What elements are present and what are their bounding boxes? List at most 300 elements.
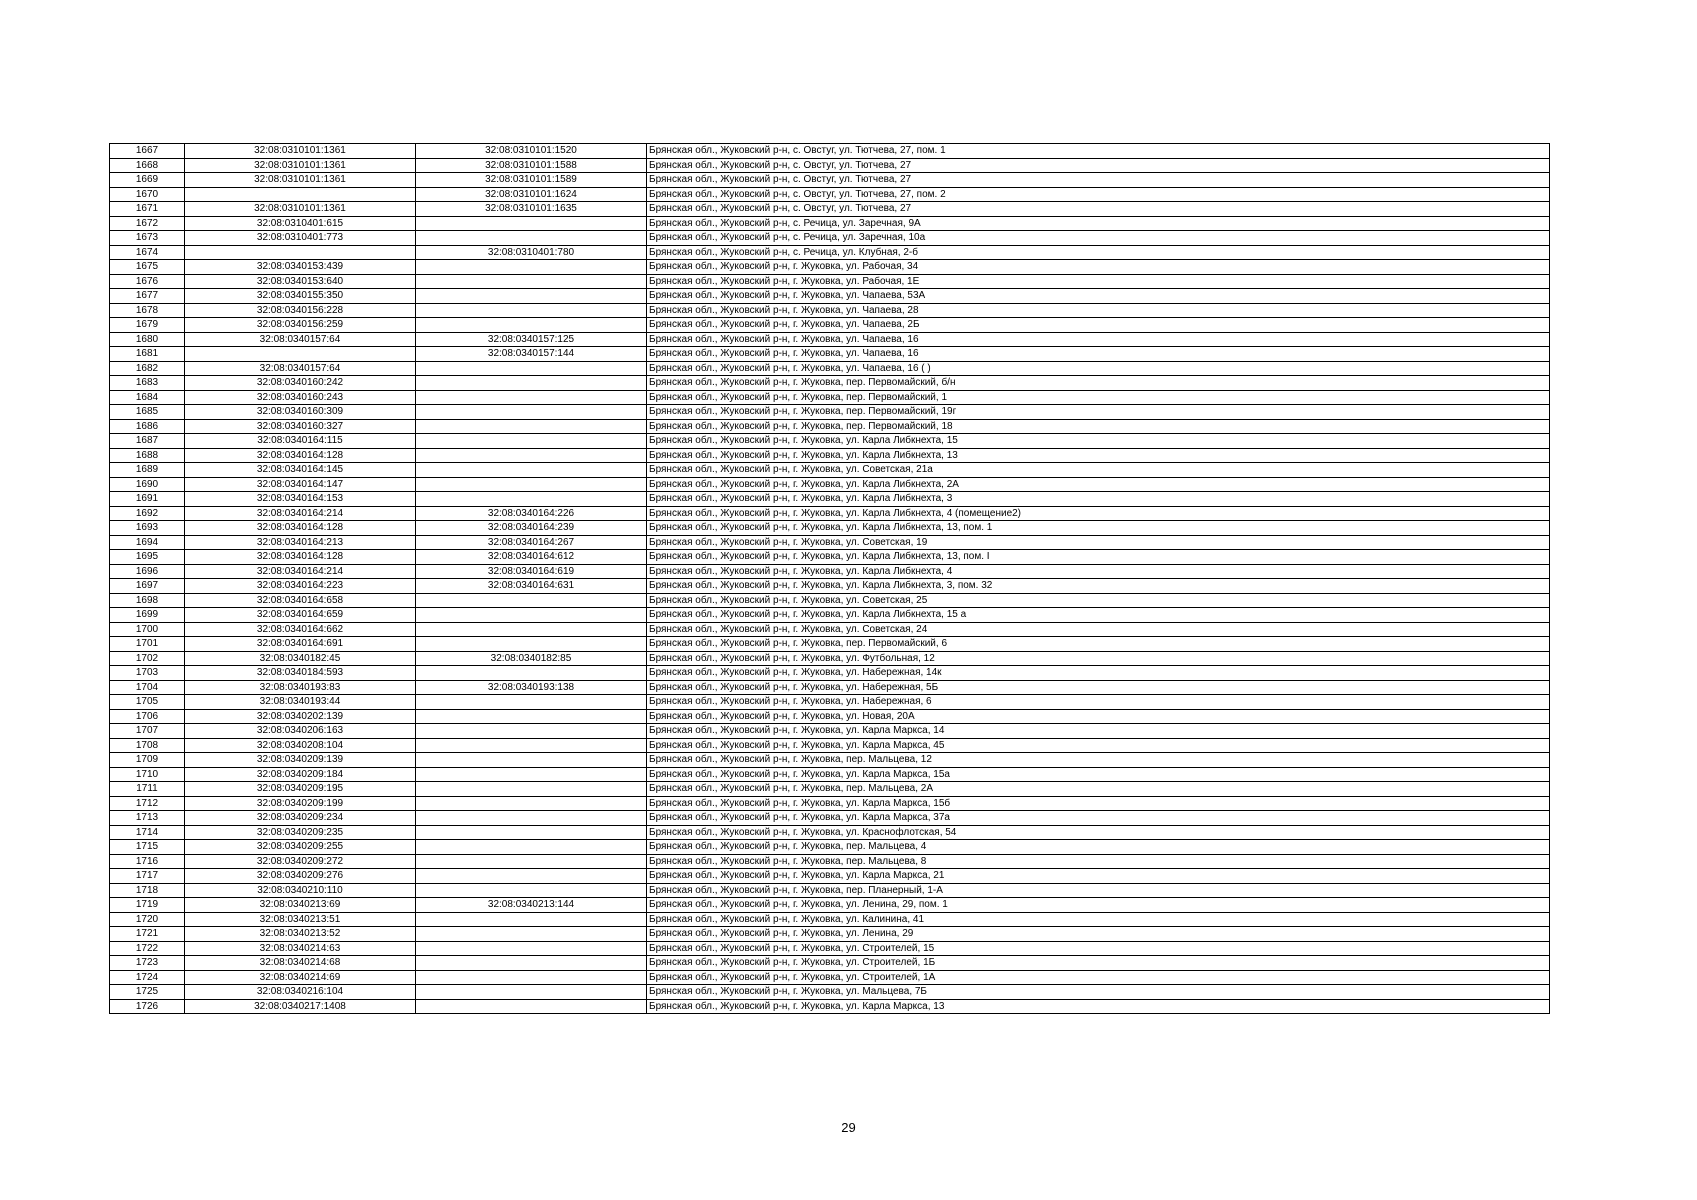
address-cell: Брянская обл., Жуковский р-н, г. Жуковка, ул. Набережная, 14к	[647, 666, 1550, 681]
address-cell: Брянская обл., Жуковский р-н, г. Жуковка, ул. Карла Маркса, 21	[647, 869, 1550, 884]
object-cadastral-number-cell: 32:08:0310101:1589	[416, 173, 647, 188]
table-row	[110, 260, 1550, 275]
object-cadastral-number-cell	[416, 767, 647, 782]
address-cell: Брянская обл., Жуковский р-н, г. Жуковка, ул. Чапаева, 28	[647, 303, 1550, 318]
address-cell: Брянская обл., Жуковский р-н, г. Жуковка, пер. Первомайский, б/н	[647, 376, 1550, 391]
object-cadastral-number-cell	[416, 869, 647, 884]
object-cadastral-number-cell	[416, 216, 647, 231]
address-cell: Брянская обл., Жуковский р-н, г. Жуковка, пер. Мальцева, 2А	[647, 782, 1550, 797]
table-row	[110, 651, 1550, 666]
table-row	[110, 985, 1550, 1000]
cadastral-number-cell: 32:08:0310101:1361	[185, 173, 416, 188]
address-cell: Брянская обл., Жуковский р-н, г. Жуковка, ул. Ленина, 29	[647, 927, 1550, 942]
row-number-cell: 1673	[110, 231, 185, 246]
cadastral-number-cell: 32:08:0340193:44	[185, 695, 416, 710]
object-cadastral-number-cell	[416, 463, 647, 478]
object-cadastral-number-cell: 32:08:0340182:85	[416, 651, 647, 666]
cadastral-number-cell: 32:08:0310401:773	[185, 231, 416, 246]
row-number-cell: 1712	[110, 796, 185, 811]
table-row	[110, 564, 1550, 579]
table-row	[110, 274, 1550, 289]
cadastral-number-cell: 32:08:0340214:63	[185, 941, 416, 956]
object-cadastral-number-cell	[416, 796, 647, 811]
object-cadastral-number-cell	[416, 622, 647, 637]
object-cadastral-number-cell: 32:08:0310401:780	[416, 245, 647, 260]
cadastral-number-cell: 32:08:0340209:235	[185, 825, 416, 840]
row-number-cell: 1719	[110, 898, 185, 913]
address-cell: Брянская обл., Жуковский р-н, г. Жуковка, ул. Рабочая, 1Е	[647, 274, 1550, 289]
row-number-cell: 1691	[110, 492, 185, 507]
table-row	[110, 361, 1550, 376]
table-row	[110, 796, 1550, 811]
table-row	[110, 187, 1550, 202]
object-cadastral-number-cell	[416, 434, 647, 449]
cadastral-number-cell: 32:08:0340209:184	[185, 767, 416, 782]
object-cadastral-number-cell: 32:08:0310101:1635	[416, 202, 647, 217]
table-row	[110, 448, 1550, 463]
address-cell: Брянская обл., Жуковский р-н, г. Жуковка, ул. Строителей, 1А	[647, 970, 1550, 985]
cadastral-number-cell: 32:08:0340164:128	[185, 521, 416, 536]
table-row	[110, 303, 1550, 318]
cadastral-number-cell: 32:08:0340214:69	[185, 970, 416, 985]
address-cell: Брянская обл., Жуковский р-н, г. Жуковка, ул. Калинина, 41	[647, 912, 1550, 927]
cadastral-number-cell: 32:08:0310101:1361	[185, 158, 416, 173]
row-number-cell: 1683	[110, 376, 185, 391]
address-cell: Брянская обл., Жуковский р-н, г. Жуковка, ул. Карла Маркса, 37а	[647, 811, 1550, 826]
cadastral-number-cell: 32:08:0340210:110	[185, 883, 416, 898]
object-cadastral-number-cell	[416, 637, 647, 652]
row-number-cell: 1696	[110, 564, 185, 579]
row-number-cell: 1672	[110, 216, 185, 231]
cadastral-number-cell: 32:08:0340193:83	[185, 680, 416, 695]
object-cadastral-number-cell	[416, 303, 647, 318]
cadastral-number-cell: 32:08:0340209:234	[185, 811, 416, 826]
row-number-cell: 1677	[110, 289, 185, 304]
row-number-cell: 1695	[110, 550, 185, 565]
row-number-cell: 1692	[110, 506, 185, 521]
cadastral-number-cell: 32:08:0340156:259	[185, 318, 416, 333]
row-number-cell: 1726	[110, 999, 185, 1014]
object-cadastral-number-cell	[416, 289, 647, 304]
object-cadastral-number-cell	[416, 738, 647, 753]
address-cell: Брянская обл., Жуковский р-н, с. Овстуг, ул. Тютчева, 27	[647, 173, 1550, 188]
row-number-cell: 1707	[110, 724, 185, 739]
cadastral-number-cell: 32:08:0310101:1361	[185, 202, 416, 217]
object-cadastral-number-cell	[416, 941, 647, 956]
table-row	[110, 593, 1550, 608]
address-cell: Брянская обл., Жуковский р-н, г. Жуковка, ул. Карла Либкнехта, 13, пом. 1	[647, 521, 1550, 536]
cadastral-number-cell: 32:08:0340157:64	[185, 332, 416, 347]
address-cell: Брянская обл., Жуковский р-н, г. Жуковка, ул. Советская, 25	[647, 593, 1550, 608]
object-cadastral-number-cell	[416, 593, 647, 608]
cadastral-number-cell: 32:08:0340153:640	[185, 274, 416, 289]
table-row	[110, 535, 1550, 550]
table-row	[110, 782, 1550, 797]
cadastral-number-cell: 32:08:0340164:214	[185, 564, 416, 579]
table-row	[110, 245, 1550, 260]
object-cadastral-number-cell	[416, 956, 647, 971]
cadastral-number-cell: 32:08:0340155:350	[185, 289, 416, 304]
address-cell: Брянская обл., Жуковский р-н, г. Жуковка, ул. Чапаева, 53А	[647, 289, 1550, 304]
address-cell: Брянская обл., Жуковский р-н, г. Жуковка, пер. Первомайский, 1	[647, 390, 1550, 405]
cadastral-number-cell: 32:08:0340164:147	[185, 477, 416, 492]
object-cadastral-number-cell	[416, 854, 647, 869]
table-row	[110, 332, 1550, 347]
address-cell: Брянская обл., Жуковский р-н, г. Жуковка, ул. Строителей, 1Б	[647, 956, 1550, 971]
object-cadastral-number-cell	[416, 231, 647, 246]
cadastral-number-cell: 32:08:0340164:153	[185, 492, 416, 507]
object-cadastral-number-cell	[416, 999, 647, 1014]
row-number-cell: 1721	[110, 927, 185, 942]
address-cell: Брянская обл., Жуковский р-н, г. Жуковка, ул. Карла Либкнехта, 13	[647, 448, 1550, 463]
cadastral-number-cell: 32:08:0310101:1361	[185, 144, 416, 159]
table-row	[110, 854, 1550, 869]
object-cadastral-number-cell: 32:08:0310101:1588	[416, 158, 647, 173]
object-cadastral-number-cell	[416, 492, 647, 507]
address-cell: Брянская обл., Жуковский р-н, г. Жуковка, пер. Первомайский, 6	[647, 637, 1550, 652]
table-row	[110, 289, 1550, 304]
cadastral-number-cell: 32:08:0340208:104	[185, 738, 416, 753]
address-cell: Брянская обл., Жуковский р-н, г. Жуковка, ул. Краснофлотская, 54	[647, 825, 1550, 840]
table-row	[110, 956, 1550, 971]
object-cadastral-number-cell: 32:08:0340164:239	[416, 521, 647, 536]
table-row	[110, 216, 1550, 231]
row-number-cell: 1687	[110, 434, 185, 449]
cadastral-number-cell: 32:08:0340202:139	[185, 709, 416, 724]
object-cadastral-number-cell	[416, 318, 647, 333]
object-cadastral-number-cell	[416, 753, 647, 768]
cadastral-number-cell: 32:08:0340209:195	[185, 782, 416, 797]
address-cell: Брянская обл., Жуковский р-н, г. Жуковка, ул. Мальцева, 7Б	[647, 985, 1550, 1000]
address-cell: Брянская обл., Жуковский р-н, г. Жуковка, ул. Карла Либкнехта, 2А	[647, 477, 1550, 492]
cadastral-number-cell: 32:08:0340164:691	[185, 637, 416, 652]
row-number-cell: 1717	[110, 869, 185, 884]
row-number-cell: 1720	[110, 912, 185, 927]
table-row	[110, 666, 1550, 681]
cadastral-number-cell: 32:08:0340213:51	[185, 912, 416, 927]
row-number-cell: 1694	[110, 535, 185, 550]
row-number-cell: 1700	[110, 622, 185, 637]
address-cell: Брянская обл., Жуковский р-н, с. Речица, ул. Заречная, 9А	[647, 216, 1550, 231]
address-cell: Брянская обл., Жуковский р-н, г. Жуковка, ул. Карла Либкнехта, 3, пом. 32	[647, 579, 1550, 594]
table-row	[110, 709, 1550, 724]
cadastral-number-cell: 32:08:0340164:662	[185, 622, 416, 637]
table-row	[110, 144, 1550, 159]
object-cadastral-number-cell: 32:08:0310101:1520	[416, 144, 647, 159]
object-cadastral-number-cell	[416, 477, 647, 492]
row-number-cell: 1678	[110, 303, 185, 318]
table-row	[110, 869, 1550, 884]
cadastral-number-cell: 32:08:0340209:276	[185, 869, 416, 884]
address-cell: Брянская обл., Жуковский р-н, с. Речица, ул. Клубная, 2-б	[647, 245, 1550, 260]
cadastral-number-cell: 32:08:0340153:439	[185, 260, 416, 275]
cadastral-number-cell: 32:08:0340216:104	[185, 985, 416, 1000]
row-number-cell: 1682	[110, 361, 185, 376]
cadastral-number-cell: 32:08:0340160:309	[185, 405, 416, 420]
row-number-cell: 1697	[110, 579, 185, 594]
row-number-cell: 1718	[110, 883, 185, 898]
address-cell: Брянская обл., Жуковский р-н, с. Овстуг, ул. Тютчева, 27, пом. 1	[647, 144, 1550, 159]
address-cell: Брянская обл., Жуковский р-н, с. Овстуг, ул. Тютчева, 27, пом. 2	[647, 187, 1550, 202]
address-cell: Брянская обл., Жуковский р-н, г. Жуковка, ул. Советская, 21а	[647, 463, 1550, 478]
table-row	[110, 173, 1550, 188]
row-number-cell: 1674	[110, 245, 185, 260]
address-cell: Брянская обл., Жуковский р-н, г. Жуковка, ул. Карла Либкнехта, 15	[647, 434, 1550, 449]
object-cadastral-number-cell	[416, 376, 647, 391]
cadastral-number-cell: 32:08:0340164:659	[185, 608, 416, 623]
object-cadastral-number-cell: 32:08:0340164:226	[416, 506, 647, 521]
cadastral-number-cell: 32:08:0340160:242	[185, 376, 416, 391]
row-number-cell: 1713	[110, 811, 185, 826]
object-cadastral-number-cell	[416, 405, 647, 420]
table-row	[110, 767, 1550, 782]
row-number-cell: 1724	[110, 970, 185, 985]
table-row	[110, 434, 1550, 449]
cadastral-number-cell: 32:08:0340164:223	[185, 579, 416, 594]
row-number-cell: 1685	[110, 405, 185, 420]
object-cadastral-number-cell	[416, 724, 647, 739]
address-cell: Брянская обл., Жуковский р-н, г. Жуковка, ул. Футбольная, 12	[647, 651, 1550, 666]
address-cell: Брянская обл., Жуковский р-н, с. Овстуг, ул. Тютчева, 27	[647, 202, 1550, 217]
row-number-cell: 1710	[110, 767, 185, 782]
table-row	[110, 637, 1550, 652]
table-row	[110, 390, 1550, 405]
address-cell: Брянская обл., Жуковский р-н, г. Жуковка, пер. Первомайский, 19г	[647, 405, 1550, 420]
cadastral-number-cell: 32:08:0340160:243	[185, 390, 416, 405]
row-number-cell: 1699	[110, 608, 185, 623]
row-number-cell: 1715	[110, 840, 185, 855]
cadastral-number-cell: 32:08:0310401:615	[185, 216, 416, 231]
row-number-cell: 1716	[110, 854, 185, 869]
row-number-cell: 1709	[110, 753, 185, 768]
cadastral-number-cell: 32:08:0340209:272	[185, 854, 416, 869]
address-cell: Брянская обл., Жуковский р-н, г. Жуковка, ул. Карла Маркса, 15б	[647, 796, 1550, 811]
row-number-cell: 1698	[110, 593, 185, 608]
table-row	[110, 158, 1550, 173]
row-number-cell: 1688	[110, 448, 185, 463]
row-number-cell: 1690	[110, 477, 185, 492]
object-cadastral-number-cell	[416, 448, 647, 463]
row-number-cell: 1701	[110, 637, 185, 652]
object-cadastral-number-cell	[416, 883, 647, 898]
row-number-cell: 1668	[110, 158, 185, 173]
table-row	[110, 970, 1550, 985]
object-cadastral-number-cell	[416, 695, 647, 710]
object-cadastral-number-cell	[416, 361, 647, 376]
object-cadastral-number-cell	[416, 260, 647, 275]
row-number-cell: 1722	[110, 941, 185, 956]
table-row	[110, 579, 1550, 594]
object-cadastral-number-cell: 32:08:0340164:619	[416, 564, 647, 579]
address-cell: Брянская обл., Жуковский р-н, г. Жуковка, ул. Карла Либкнехта, 4	[647, 564, 1550, 579]
table-row	[110, 347, 1550, 362]
row-number-cell: 1725	[110, 985, 185, 1000]
row-number-cell: 1684	[110, 390, 185, 405]
address-cell: Брянская обл., Жуковский р-н, г. Жуковка, пер. Планерный, 1-А	[647, 883, 1550, 898]
table-row	[110, 506, 1550, 521]
cadastral-number-cell: 32:08:0340160:327	[185, 419, 416, 434]
address-cell: Брянская обл., Жуковский р-н, г. Жуковка, ул. Карла Либкнехта, 3	[647, 492, 1550, 507]
cadastral-number-cell: 32:08:0340209:255	[185, 840, 416, 855]
row-number-cell: 1675	[110, 260, 185, 275]
cadastral-number-cell: 32:08:0340164:658	[185, 593, 416, 608]
table-row	[110, 753, 1550, 768]
address-cell: Брянская обл., Жуковский р-н, г. Жуковка, ул. Ленина, 29, пом. 1	[647, 898, 1550, 913]
table-row	[110, 912, 1550, 927]
address-cell: Брянская обл., Жуковский р-н, г. Жуковка, ул. Карла Либкнехта, 15 а	[647, 608, 1550, 623]
cadastral-number-cell: 32:08:0340164:145	[185, 463, 416, 478]
table-row	[110, 231, 1550, 246]
object-cadastral-number-cell: 32:08:0340164:612	[416, 550, 647, 565]
row-number-cell: 1703	[110, 666, 185, 681]
object-cadastral-number-cell	[416, 811, 647, 826]
table-row	[110, 695, 1550, 710]
row-number-cell: 1669	[110, 173, 185, 188]
address-cell: Брянская обл., Жуковский р-н, г. Жуковка, ул. Чапаева, 16	[647, 347, 1550, 362]
table-row	[110, 463, 1550, 478]
cadastral-number-cell	[185, 245, 416, 260]
address-cell: Брянская обл., Жуковский р-н, г. Жуковка, ул. Карла Либкнехта, 4 (помещение2)	[647, 506, 1550, 521]
cadastral-number-cell: 32:08:0340209:199	[185, 796, 416, 811]
address-cell: Брянская обл., Жуковский р-н, г. Жуковка, ул. Чапаева, 16	[647, 332, 1550, 347]
object-cadastral-number-cell	[416, 782, 647, 797]
object-cadastral-number-cell	[416, 927, 647, 942]
row-number-cell: 1670	[110, 187, 185, 202]
cadastral-number-cell: 32:08:0340164:214	[185, 506, 416, 521]
cadastral-number-cell	[185, 347, 416, 362]
object-cadastral-number-cell	[416, 825, 647, 840]
table-row	[110, 492, 1550, 507]
table-row	[110, 477, 1550, 492]
object-cadastral-number-cell	[416, 912, 647, 927]
table-row	[110, 811, 1550, 826]
table-row	[110, 883, 1550, 898]
table-row	[110, 550, 1550, 565]
row-number-cell: 1708	[110, 738, 185, 753]
address-cell: Брянская обл., Жуковский р-н, г. Жуковка, пер. Мальцева, 8	[647, 854, 1550, 869]
cadastral-number-cell: 32:08:0340164:128	[185, 550, 416, 565]
address-cell: Брянская обл., Жуковский р-н, г. Жуковка, пер. Мальцева, 4	[647, 840, 1550, 855]
object-cadastral-number-cell: 32:08:0340157:144	[416, 347, 647, 362]
cadastral-number-cell: 32:08:0340213:69	[185, 898, 416, 913]
cadastral-number-cell: 32:08:0340164:213	[185, 535, 416, 550]
address-cell: Брянская обл., Жуковский р-н, г. Жуковка, ул. Карла Маркса, 45	[647, 738, 1550, 753]
table-row	[110, 927, 1550, 942]
cadastral-number-cell: 32:08:0340156:228	[185, 303, 416, 318]
table-row	[110, 724, 1550, 739]
object-cadastral-number-cell: 32:08:0340157:125	[416, 332, 647, 347]
object-cadastral-number-cell: 32:08:0310101:1624	[416, 187, 647, 202]
row-number-cell: 1671	[110, 202, 185, 217]
table-row	[110, 318, 1550, 333]
cadastral-number-cell: 32:08:0340213:52	[185, 927, 416, 942]
address-cell: Брянская обл., Жуковский р-н, г. Жуковка, ул. Советская, 24	[647, 622, 1550, 637]
row-number-cell: 1689	[110, 463, 185, 478]
address-cell: Брянская обл., Жуковский р-н, г. Жуковка, ул. Карла Либкнехта, 13, пом. I	[647, 550, 1550, 565]
object-cadastral-number-cell: 32:08:0340213:144	[416, 898, 647, 913]
table-row	[110, 521, 1550, 536]
object-cadastral-number-cell: 32:08:0340193:138	[416, 680, 647, 695]
table-row	[110, 622, 1550, 637]
row-number-cell: 1693	[110, 521, 185, 536]
cadastral-number-cell: 32:08:0340209:139	[185, 753, 416, 768]
address-cell: Брянская обл., Жуковский р-н, г. Жуковка, ул. Набережная, 5Б	[647, 680, 1550, 695]
address-cell: Брянская обл., Жуковский р-н, г. Жуковка, ул. Советская, 19	[647, 535, 1550, 550]
address-cell: Брянская обл., Жуковский р-н, г. Жуковка, ул. Чапаева, 2Б	[647, 318, 1550, 333]
object-cadastral-number-cell	[416, 840, 647, 855]
row-number-cell: 1706	[110, 709, 185, 724]
table-row	[110, 738, 1550, 753]
registry-table	[109, 143, 1550, 1014]
row-number-cell: 1686	[110, 419, 185, 434]
row-number-cell: 1714	[110, 825, 185, 840]
table-row	[110, 405, 1550, 420]
table-row	[110, 376, 1550, 391]
row-number-cell: 1705	[110, 695, 185, 710]
cadastral-number-cell: 32:08:0340214:68	[185, 956, 416, 971]
table-row	[110, 898, 1550, 913]
object-cadastral-number-cell	[416, 970, 647, 985]
address-cell: Брянская обл., Жуковский р-н, г. Жуковка, ул. Карла Маркса, 15а	[647, 767, 1550, 782]
address-cell: Брянская обл., Жуковский р-н, г. Жуковка, ул. Набережная, 6	[647, 695, 1550, 710]
address-cell: Брянская обл., Жуковский р-н, г. Жуковка, пер. Первомайский, 18	[647, 419, 1550, 434]
address-cell: Брянская обл., Жуковский р-н, г. Жуковка, ул. Новая, 20А	[647, 709, 1550, 724]
row-number-cell: 1723	[110, 956, 185, 971]
table-row	[110, 202, 1550, 217]
object-cadastral-number-cell: 32:08:0340164:631	[416, 579, 647, 594]
table-row	[110, 419, 1550, 434]
table-row	[110, 680, 1550, 695]
object-cadastral-number-cell: 32:08:0340164:267	[416, 535, 647, 550]
table-row	[110, 941, 1550, 956]
row-number-cell: 1680	[110, 332, 185, 347]
cadastral-number-cell: 32:08:0340184:593	[185, 666, 416, 681]
address-cell: Брянская обл., Жуковский р-н, с. Речица, ул. Заречная, 10а	[647, 231, 1550, 246]
address-cell: Брянская обл., Жуковский р-н, г. Жуковка, пер. Мальцева, 12	[647, 753, 1550, 768]
cadastral-number-cell: 32:08:0340157:64	[185, 361, 416, 376]
object-cadastral-number-cell	[416, 274, 647, 289]
address-cell: Брянская обл., Жуковский р-н, с. Овстуг, ул. Тютчева, 27	[647, 158, 1550, 173]
address-cell: Брянская обл., Жуковский р-н, г. Жуковка, ул. Рабочая, 34	[647, 260, 1550, 275]
address-cell: Брянская обл., Жуковский р-н, г. Жуковка, ул. Карла Маркса, 13	[647, 999, 1550, 1014]
cadastral-number-cell: 32:08:0340182:45	[185, 651, 416, 666]
row-number-cell: 1676	[110, 274, 185, 289]
object-cadastral-number-cell	[416, 666, 647, 681]
row-number-cell: 1681	[110, 347, 185, 362]
address-cell: Брянская обл., Жуковский р-н, г. Жуковка, ул. Строителей, 15	[647, 941, 1550, 956]
cadastral-number-cell: 32:08:0340206:163	[185, 724, 416, 739]
object-cadastral-number-cell	[416, 608, 647, 623]
registry-body	[110, 144, 1550, 1014]
row-number-cell: 1711	[110, 782, 185, 797]
address-cell: Брянская обл., Жуковский р-н, г. Жуковка, ул. Карла Маркса, 14	[647, 724, 1550, 739]
cadastral-number-cell: 32:08:0340217:1408	[185, 999, 416, 1014]
cadastral-number-cell: 32:08:0340164:115	[185, 434, 416, 449]
object-cadastral-number-cell	[416, 709, 647, 724]
row-number-cell: 1667	[110, 144, 185, 159]
row-number-cell: 1679	[110, 318, 185, 333]
table-row	[110, 825, 1550, 840]
object-cadastral-number-cell	[416, 390, 647, 405]
row-number-cell: 1704	[110, 680, 185, 695]
address-cell: Брянская обл., Жуковский р-н, г. Жуковка, ул. Чапаева, 16 ( )	[647, 361, 1550, 376]
table-row	[110, 999, 1550, 1014]
object-cadastral-number-cell	[416, 419, 647, 434]
page-number: 29	[841, 1120, 856, 1135]
table-row	[110, 608, 1550, 623]
table-row	[110, 840, 1550, 855]
cadastral-number-cell: 32:08:0340164:128	[185, 448, 416, 463]
